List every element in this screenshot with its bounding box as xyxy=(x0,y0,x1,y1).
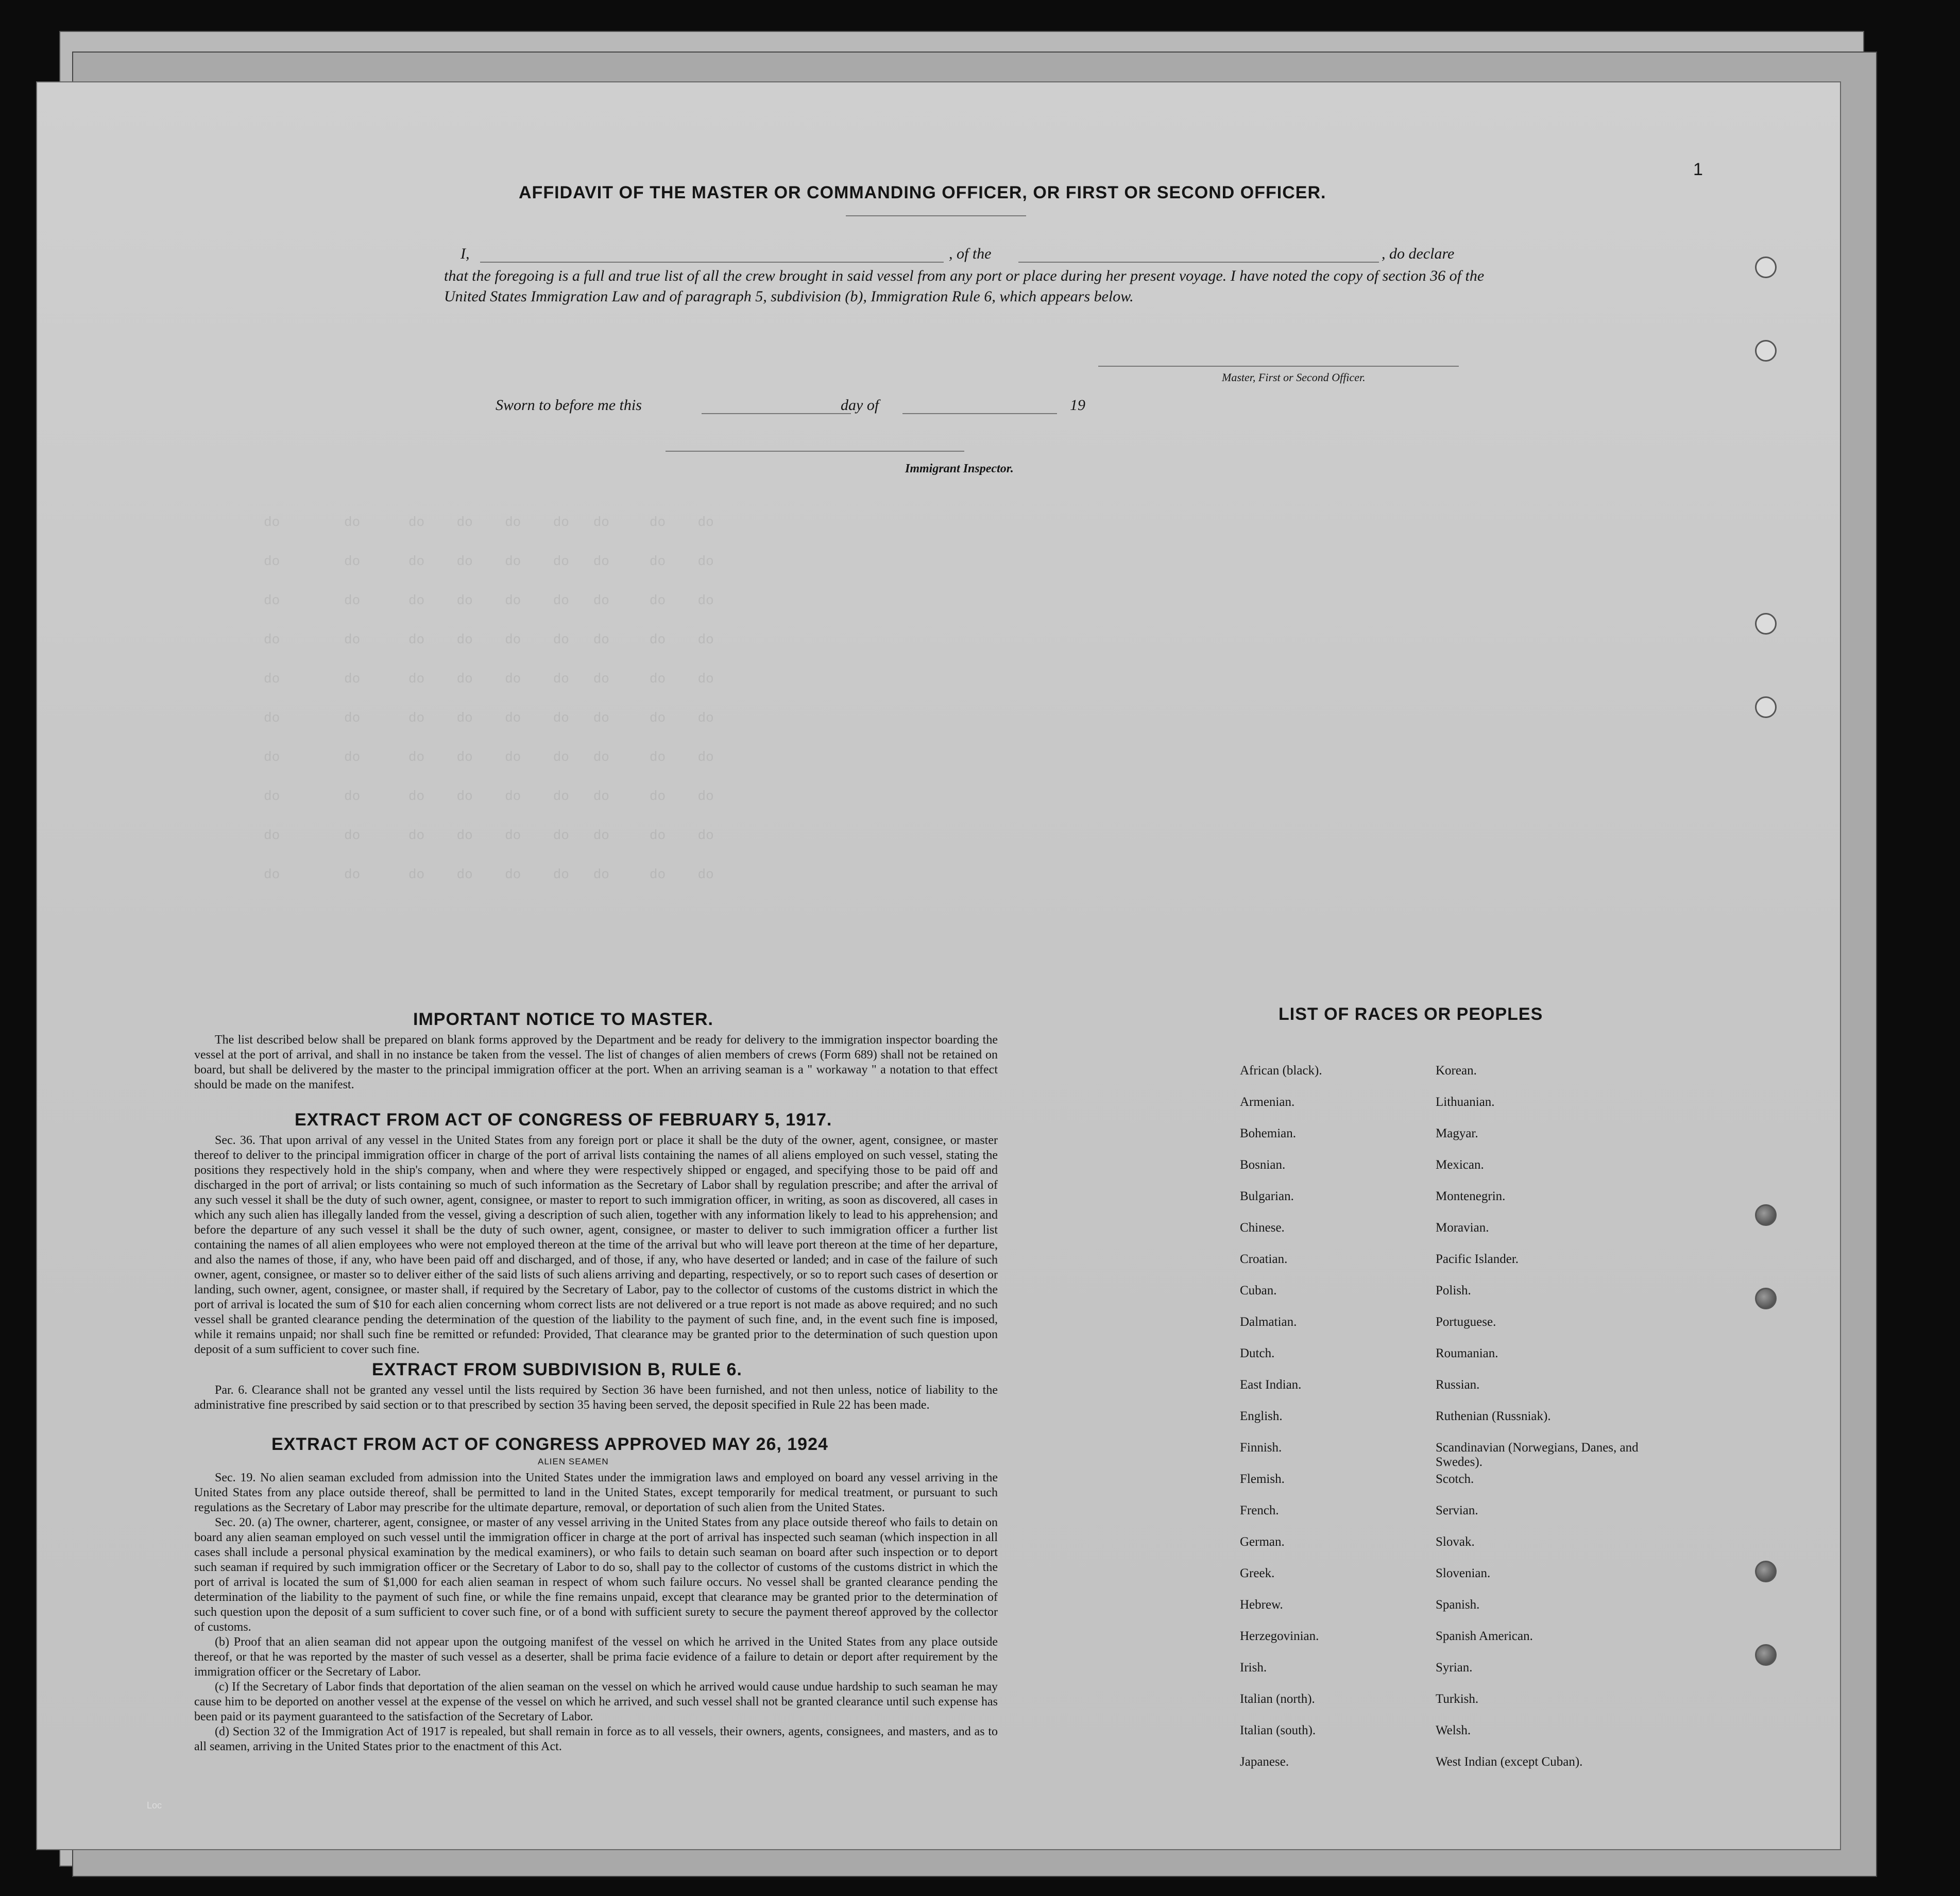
affidavit-title: AFFIDAVIT OF THE MASTER OR COMMANDING OFFICER, OR FIRST OR SECOND OFFICER. xyxy=(519,183,1326,202)
rule6-title: EXTRACT FROM SUBDIVISION B, RULE 6. xyxy=(372,1360,742,1379)
manifest-sheet xyxy=(36,81,1841,1850)
extract-1924-paragraph: Sec. 19. No alien seaman excluded from admission into the United States under the immigration laws and employed on board any vessel arriving in the United States from any place outside thereof, shall be permitted to land in the United States, except temporarily for medical treatment, or pursuant to such regulations as the Secretary of Labor may prescribe for the ultimate departure, removal, or deportation of such alien from the United States. xyxy=(194,1471,998,1514)
affidavit-declare: , do declare xyxy=(1382,245,1455,262)
race-item: Spanish American. xyxy=(1436,1629,1533,1643)
sworn-label: Sworn to before me this xyxy=(496,397,642,414)
notice-title: IMPORTANT NOTICE TO MASTER. xyxy=(413,1010,713,1029)
extract-1917-title: EXTRACT FROM ACT OF CONGRESS OF FEBRUARY 5, 1917. xyxy=(295,1110,832,1130)
notice-paragraph: The list described below shall be prepared on blank forms approved by the Department and be ready for delivery to the immigration inspector boarding the vessel at the port of arrival, and shall in no instance be taken from the vessel. The list of changes of alien members of crews (Form 689) shall not be retained on board, but shall be delivered by the master to the principal immigration officer at the port. When an arriving seaman is a " workaway " a notation to that effect should be made on the manifest. xyxy=(194,1033,998,1091)
binder-hole xyxy=(1755,613,1777,635)
race-item: Russian. xyxy=(1436,1378,1480,1392)
race-item: Japanese. xyxy=(1240,1755,1289,1769)
title-rule xyxy=(846,215,1026,216)
race-item: Croatian. xyxy=(1240,1252,1288,1266)
race-item: Irish. xyxy=(1240,1661,1267,1675)
inspector-line xyxy=(666,451,964,452)
extract-1924-paragraph: (b) Proof that an alien seaman did not appear upon the outgoing manifest of the vessel on which he arrived in the United States from any place outside thereof, or that he was reported by the master of such vessel as a deserter, shall be prima facie evidence of a failure to detain or deport after requirement by the immigration officer or the Secretary of Labor. xyxy=(194,1635,998,1679)
race-item: Roumanian. xyxy=(1436,1346,1498,1360)
race-item: Magyar. xyxy=(1436,1126,1478,1140)
rule6-text xyxy=(194,1383,998,1413)
race-item: Finnish. xyxy=(1240,1441,1282,1455)
inspector-caption: Immigrant Inspector. xyxy=(905,462,1014,475)
extract-1924-subtitle: ALIEN SEAMEN xyxy=(538,1457,609,1466)
page-number: 1 xyxy=(1693,160,1703,179)
race-item: Pacific Islander. xyxy=(1436,1252,1519,1266)
race-item: Greek. xyxy=(1240,1566,1275,1580)
year-label: 19 xyxy=(1070,397,1085,414)
extract-1917-paragraph: Sec. 36. That upon arrival of any vessel in the United States from any foreign port or place it shall be the duty of the owner, agent, consignee, or master thereof to deliver to the principal immigration officer in charge of the port of arrival lists containing the names of all aliens employed on such vessel, stating the positions they respectively hold in the ship's company, when and where they were respectively shipped or engaged, and specifying those to be paid off and discharged in the port of arrival; or lists containing so much of such information as the Secretary of Labor shall by regulation prescribe; and after the arrival of any such vessel it shall be the duty of such owner, agent, consignee, or master to report to such immigration officer, in writing, as soon as discovered, all cases in which any such alien has illegally landed from the vessel, giving a description of such alien, together with any information likely to lead to his apprehension; and before the departure of any such vessel it shall be the duty of such owner, agent, consignee, or master to deliver to such immigration officer a further list containing the names of all alien employees who were not employed thereon at the time of the arrival but who will leave port thereon at the time of her departure, and also the names of those, if any, who have been paid off and discharged, and of those, if any, who have deserted or landed; and in case of the failure of such owner, agent, consignee, or master so to deliver either of the said lists of such aliens arriving and departing, respectively, or so to report such cases of desertion or landing, such owner, agent, consignee, or master shall, if required by the Secretary of Labor, pay to the collector of customs of the customs district in which the port of arrival is located the sum of $10 for each alien concerning whom correct lists are not delivered or a true report is not made as above required; and no such vessel shall be granted clearance pending the determination of the question of the liability to the payment of such fine, and, in the event such fine is imposed, while it remains unpaid; nor shall such fine be remitted or refunded: Provided, That clearance may be granted prior to the determination of such question upon deposit of a sum sufficient to cover such fine. xyxy=(194,1134,998,1356)
race-item: Lithuanian. xyxy=(1436,1095,1495,1109)
race-item: Chinese. xyxy=(1240,1221,1285,1235)
race-item: Cuban. xyxy=(1240,1284,1277,1297)
race-item: Servian. xyxy=(1436,1504,1478,1517)
race-item: French. xyxy=(1240,1504,1279,1517)
extract-1924-paragraph: (c) If the Secretary of Labor finds that deportation of the alien seaman on the vessel on which he arrived would cause undue hardship to such seaman he may cause him to be deported on another vessel at the expense of the vessel on which he arrived, and such vessel shall not be granted clearance until such expense has been paid or its payment guaranteed to the satisfaction of the Secretary of Labor. xyxy=(194,1680,998,1723)
race-item: Dalmatian. xyxy=(1240,1315,1297,1329)
race-item: Flemish. xyxy=(1240,1472,1285,1486)
name-line xyxy=(480,262,944,263)
race-item: Slovenian. xyxy=(1436,1566,1491,1580)
race-item: East Indian. xyxy=(1240,1378,1302,1392)
race-item: Korean. xyxy=(1436,1064,1477,1078)
race-item: Bohemian. xyxy=(1240,1126,1297,1140)
race-item: Syrian. xyxy=(1436,1661,1473,1675)
binder-hole xyxy=(1755,1644,1777,1666)
race-item: Portuguese. xyxy=(1436,1315,1496,1329)
race-item: Turkish. xyxy=(1436,1692,1479,1706)
vessel-line xyxy=(1018,262,1379,263)
race-item: Mexican. xyxy=(1436,1158,1484,1172)
race-item: Herzegovinian. xyxy=(1240,1629,1319,1643)
signature-caption: Master, First or Second Officer. xyxy=(1222,371,1366,384)
race-item: Hebrew. xyxy=(1240,1598,1283,1612)
race-item: Montenegrin. xyxy=(1436,1189,1506,1203)
race-item: Bulgarian. xyxy=(1240,1189,1294,1203)
race-item: Slovak. xyxy=(1436,1535,1475,1549)
race-item: African (black). xyxy=(1240,1064,1322,1078)
race-item: Polish. xyxy=(1436,1284,1471,1297)
extract-1924-title: EXTRACT FROM ACT OF CONGRESS APPROVED MAY 26, 1924 xyxy=(271,1434,828,1454)
race-item: Italian (north). xyxy=(1240,1692,1315,1706)
race-item: Scandinavian (Norwegians, Danes, and Swedes). xyxy=(1436,1441,1639,1469)
corner-label: Loc xyxy=(147,1800,162,1810)
extract-1924-paragraph: Sec. 20. (a) The owner, charterer, agent, consignee, or master of any vessel arriving in the United States from any place outside thereof who fails to detain on board any alien seaman employed on such vessel until the immigration officer in charge at the port of arrival has inspected such seaman (which inspection in all cases shall include a personal physical examination by the medical examiners), or who fails to detain such seaman on board after such inspection or to deport such seaman if required by such immigration officer or the Secretary of Labor to do so, shall pay to the collector of customs of the customs district in which the port of arrival is located the sum of $1,000 for each alien seaman in respect of whom such failure occurs. No vessel shall be granted clearance pending the determination of the liability to the payment of such fine, or while the fine remains unpaid, except that clearance may be granted prior to the determination of such question upon the deposit of a sum sufficient to cover such fine, or of a bond with sufficient surety to secure the payment thereof approved by the collector of customs. xyxy=(194,1516,998,1634)
affidavit-of-the: , of the xyxy=(949,245,992,262)
race-item: West Indian (except Cuban). xyxy=(1436,1755,1583,1769)
month-line xyxy=(902,413,1057,414)
extract-1917-text xyxy=(194,1133,998,1357)
race-item: Welsh. xyxy=(1436,1723,1471,1737)
races-title: LIST OF RACES OR PEOPLES xyxy=(1279,1004,1543,1024)
race-item: Moravian. xyxy=(1436,1221,1489,1235)
notice-text xyxy=(194,1033,998,1092)
race-item: Italian (south). xyxy=(1240,1723,1316,1737)
signature-line xyxy=(1098,366,1459,367)
binder-hole xyxy=(1755,340,1777,362)
rule6-paragraph: Par. 6. Clearance shall not be granted any vessel until the lists required by Section 36 have been furnished, and not then unless, notice of liability to the administrative fine prescribed by said section or to that prescribed by section 35 having been served, the deposit specified in Rule 22 has been made. xyxy=(194,1383,998,1412)
race-item: Spanish. xyxy=(1436,1598,1480,1612)
extract-1924-text xyxy=(194,1471,998,1754)
sworn-day-line xyxy=(702,413,851,414)
race-item: Armenian. xyxy=(1240,1095,1295,1109)
day-of-label: day of xyxy=(841,397,879,414)
race-item: Bosnian. xyxy=(1240,1158,1286,1172)
affidavit-body: that the foregoing is a full and true list of all the crew brought in said vessel from any port or place during her present voyage. I have noted the copy of section 36 of the United States Immigration Law and of paragraph 5, subdivision (b), Immigration Rule 6, which appears below. xyxy=(444,267,1485,305)
extract-1924-paragraph: (d) Section 32 of the Immigration Act of 1917 is repealed, but shall remain in force as to all vessels, their owners, agents, consignees, and masters, and as to all seamen, arriving in the United States prior to the enactment of this Act. xyxy=(194,1725,998,1753)
bleed-through-rows: do do do do do do do do do do do do do do do do do do do do do do do do do do do do do do do do do do do do do do do do do do do do do do do do do do do do do do do do do do do do do do do do do do do do do do do do do do do do do do do do do do do do do do do do do do xyxy=(264,515,714,882)
binder-hole xyxy=(1755,1561,1777,1582)
race-item: German. xyxy=(1240,1535,1285,1549)
race-item: Scotch. xyxy=(1436,1472,1474,1486)
affidavit-i: I, xyxy=(461,245,470,262)
race-item: Dutch. xyxy=(1240,1346,1275,1360)
race-item: Ruthenian (Russniak). xyxy=(1436,1409,1551,1423)
race-item: English. xyxy=(1240,1409,1283,1423)
binder-hole xyxy=(1755,1288,1777,1309)
binder-hole xyxy=(1755,696,1777,718)
binder-hole xyxy=(1755,257,1777,278)
binder-hole xyxy=(1755,1204,1777,1226)
